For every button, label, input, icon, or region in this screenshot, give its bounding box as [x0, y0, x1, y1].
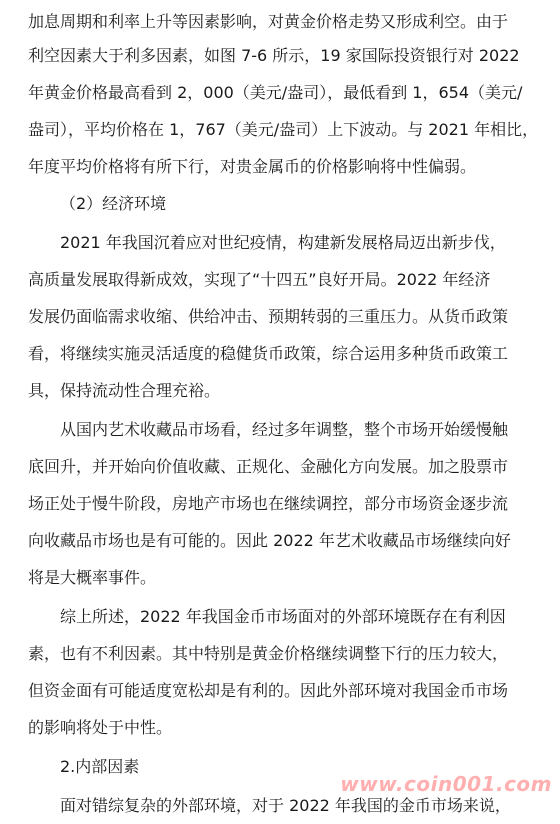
site-watermark: www.coin001.com — [340, 772, 552, 796]
text-line: 年黄金价格最高看到 2，000（美元/盎司），最低看到 1，654（美元/ — [28, 83, 523, 102]
text-line: 向收藏品市场也是有可能的。因此 2022 年艺术收藏品市场继续向好 — [28, 531, 511, 550]
text-line: 盎司），平均价格在 1，767（美元/盎司）上下波动。与 2021 年相比， — [28, 120, 539, 139]
text-line: 将是大概率事件。 — [28, 568, 157, 587]
text-line: 素，也有不利因素。其中特别是黄金价格继续调整下行的压力较大， — [28, 644, 509, 663]
text-line: 从国内艺术收藏品市场看，经过多年调整，整个市场开始缓慢触 — [60, 420, 509, 439]
text-line: 具，保持流动性合理充裕。 — [28, 381, 221, 400]
text-line: 底回升，并开始向价值收藏、正规化、金融化方向发展。加之股票市 — [28, 457, 509, 476]
text-line: 高质量发展取得新成效，实现了“十四五”良好开局。2022 年经济 — [28, 270, 491, 289]
text-line: 利空因素大于利多因素，如图 7-6 所示，19 家国际投资银行对 2022 — [28, 46, 520, 65]
text-line: 但资金面有可能适度宽松却是有利的。因此外部环境对我国金币市场 — [28, 681, 509, 700]
text-line: 场正处于慢牛阶段，房地产市场也在继续调控，部分市场资金逐步流 — [28, 494, 509, 513]
text-line: 2021 年我国沉着应对世纪疫情，构建新发展格局迈出新步伐， — [60, 233, 506, 252]
text-line: 的影响将处于中性。 — [28, 718, 173, 737]
text-line: 加息周期和利率上升等因素影响，对黄金价格走势又形成利空。由于 — [28, 12, 509, 31]
text-line: 看，将继续实施灵活适度的稳健货币政策，综合运用多种货币政策工 — [28, 344, 509, 363]
text-line: 综上所述，2022 年我国金币市场面对的外部环境既存在有利因 — [60, 607, 506, 626]
text-line: 年度平均价格将有所下行，对贵金属币的价格影响将中性偏弱。 — [28, 157, 477, 176]
section-heading: 2.内部因素 — [60, 757, 140, 776]
section-heading: （2）经济环境 — [60, 194, 167, 213]
text-line: 发展仍面临需求收缩、供给冲击、预期转弱的三重压力。从货币政策 — [28, 307, 509, 326]
text-line: 面对错综复杂的外部环境，对于 2022 年我国的金币市场来说， — [60, 796, 511, 815]
